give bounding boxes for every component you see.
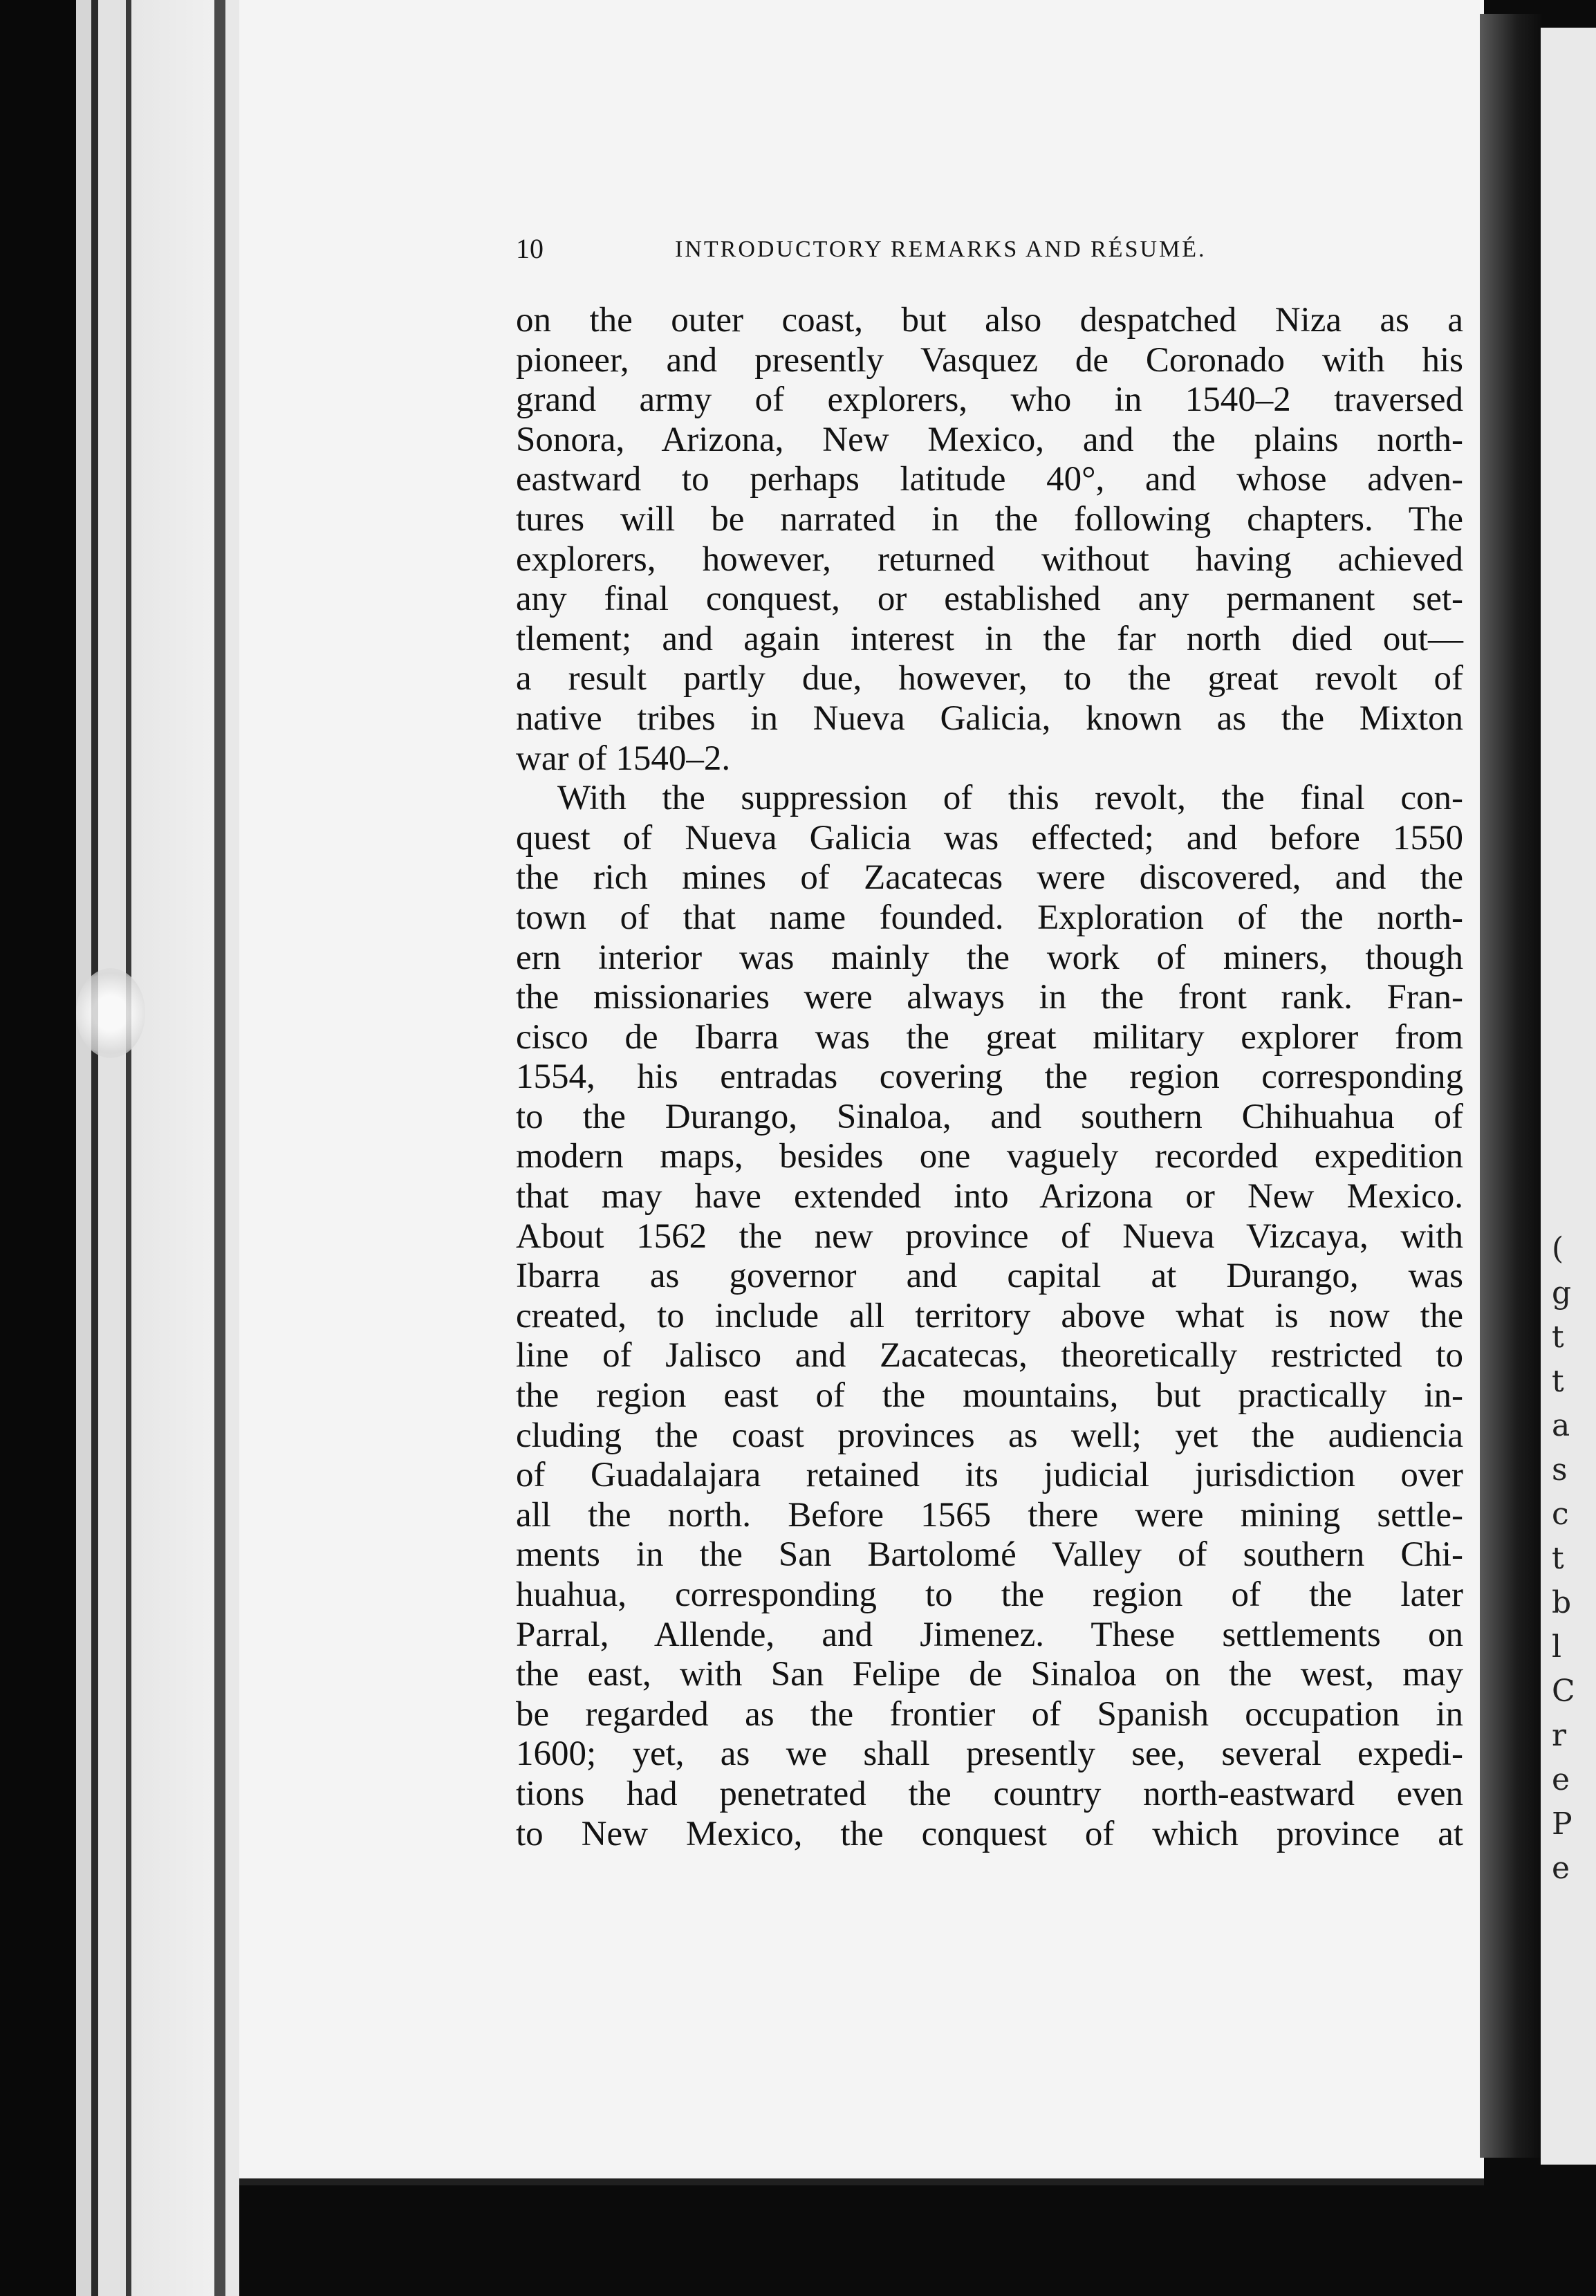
text-line: the missionaries were always in the front rank. Fran- [516, 978, 1463, 1017]
next-page-fragment: r [1552, 1718, 1567, 1753]
text-line: pioneer, and presently Vasquez de Coronado with his [516, 340, 1463, 380]
page-edge-stack [225, 0, 239, 2296]
text-line: all the north. Before 1565 there were mining settle- [516, 1495, 1463, 1535]
text-line: any final conquest, or established any permanent set- [516, 580, 1463, 619]
text-line: eastward to perhaps latitude 40°, and whose adven- [516, 460, 1463, 499]
text-line: explorers, however, returned without having achieved [516, 539, 1463, 579]
text-line: Sonora, Arizona, New Mexico, and the plains north- [516, 420, 1463, 459]
text-line: to New Mexico, the conquest of which province at [516, 1814, 1463, 1853]
next-page-fragment: g [1552, 1275, 1572, 1311]
text-line: ments in the San Bartolomé Valley of southern Chi- [516, 1535, 1463, 1575]
next-page-fragment: t [1552, 1320, 1564, 1355]
text-line: the east, with San Felipe de Sinaloa on the west, may [516, 1655, 1463, 1694]
text-line: town of that name founded. Exploration of the north- [516, 898, 1463, 937]
page-edge-line [214, 0, 225, 2296]
text-line: tlement; and again interest in the far north died out— [516, 619, 1463, 658]
text-line: Parral, Allende, and Jimenez. These settlements on [516, 1615, 1463, 1654]
text-line: Ibarra as governor and capital at Durango, was [516, 1257, 1463, 1296]
page-edge-stack [98, 0, 126, 2296]
text-line: tions had penetrated the country north-eastward even [516, 1774, 1463, 1813]
text-line: About 1562 the new province of Nueva Vizcaya, with [516, 1216, 1463, 1256]
page-edge-stack [131, 0, 214, 2296]
scan-smudge [76, 968, 145, 1058]
text-line: a result partly due, however, to the great revolt of [516, 659, 1463, 698]
next-page-fragment: b [1552, 1585, 1572, 1620]
next-page-fragment: a [1552, 1408, 1570, 1443]
text-line: grand army of explorers, who in 1540–2 traversed [516, 380, 1463, 420]
next-page-fragment: e [1552, 1762, 1570, 1797]
next-page-fragment: P [1552, 1806, 1572, 1842]
text-line: the region east of the mountains, but practically in- [516, 1376, 1463, 1416]
next-page-fragment: t [1552, 1364, 1564, 1399]
next-page-sliver [1541, 28, 1596, 2165]
next-page-fragment: t [1552, 1541, 1564, 1576]
text-line: that may have extended into Arizona or New Mexico. [516, 1177, 1463, 1216]
body-text [516, 301, 1463, 1854]
next-page-fragment: l [1552, 1629, 1562, 1665]
running-header [516, 232, 1311, 274]
text-line: native tribes in Nueva Galicia, known as the Mixton [516, 698, 1463, 738]
text-line: huahua, corresponding to the region of the later [516, 1575, 1463, 1614]
text-line: the rich mines of Zacatecas were discovered, and the [516, 858, 1463, 898]
text-line: war of 1540–2. [516, 739, 731, 778]
text-line: cluding the coast provinces as well; yet the audiencia [516, 1416, 1463, 1455]
text-line: tures will be narrated in the following chapters. The [516, 499, 1463, 539]
left-margin-dark [0, 0, 76, 2296]
text-line: With the suppression of this revolt, the final con- [557, 779, 1463, 818]
text-line: be regarded as the frontier of Spanish occupation in [516, 1694, 1463, 1734]
next-page-fragment: c [1552, 1497, 1569, 1532]
page-edge-line [91, 0, 98, 2296]
text-line: 1600; yet, as we shall presently see, several expedi- [516, 1734, 1463, 1774]
text-line: ern interior was mainly the work of miners, though [516, 938, 1463, 977]
text-line: to the Durango, Sinaloa, and southern Chihuahua of [516, 1097, 1463, 1136]
text-line: modern maps, besides one vaguely recorded expedition [516, 1137, 1463, 1176]
text-line: line of Jalisco and Zacatecas, theoretically restricted to [516, 1336, 1463, 1376]
header-title: INTRODUCTORY REMARKS AND RÉSUMÉ. [675, 237, 1207, 262]
page-number: 10 [516, 233, 544, 264]
next-page-fragment: s [1552, 1452, 1568, 1488]
gutter-shadow [1480, 14, 1542, 2158]
next-page-fragment: C [1552, 1674, 1575, 1709]
text-line: cisco de Ibarra was the great military explorer from [516, 1017, 1463, 1057]
page-edge-stack [76, 0, 91, 2296]
text-line: created, to include all territory above what is now the [516, 1296, 1463, 1335]
page-edge-line [126, 0, 131, 2296]
next-page-fragment: e [1552, 1851, 1570, 1886]
text-line: of Guadalajara retained its judicial jurisdiction over [516, 1456, 1463, 1495]
text-line: quest of Nueva Galicia was effected; and before 1550 [516, 818, 1463, 858]
next-page-fragment: ( [1552, 1231, 1564, 1266]
text-line: 1554, his entradas covering the region corresponding [516, 1057, 1463, 1097]
text-line: on the outer coast, but also despatched Niza as a [516, 301, 1463, 340]
